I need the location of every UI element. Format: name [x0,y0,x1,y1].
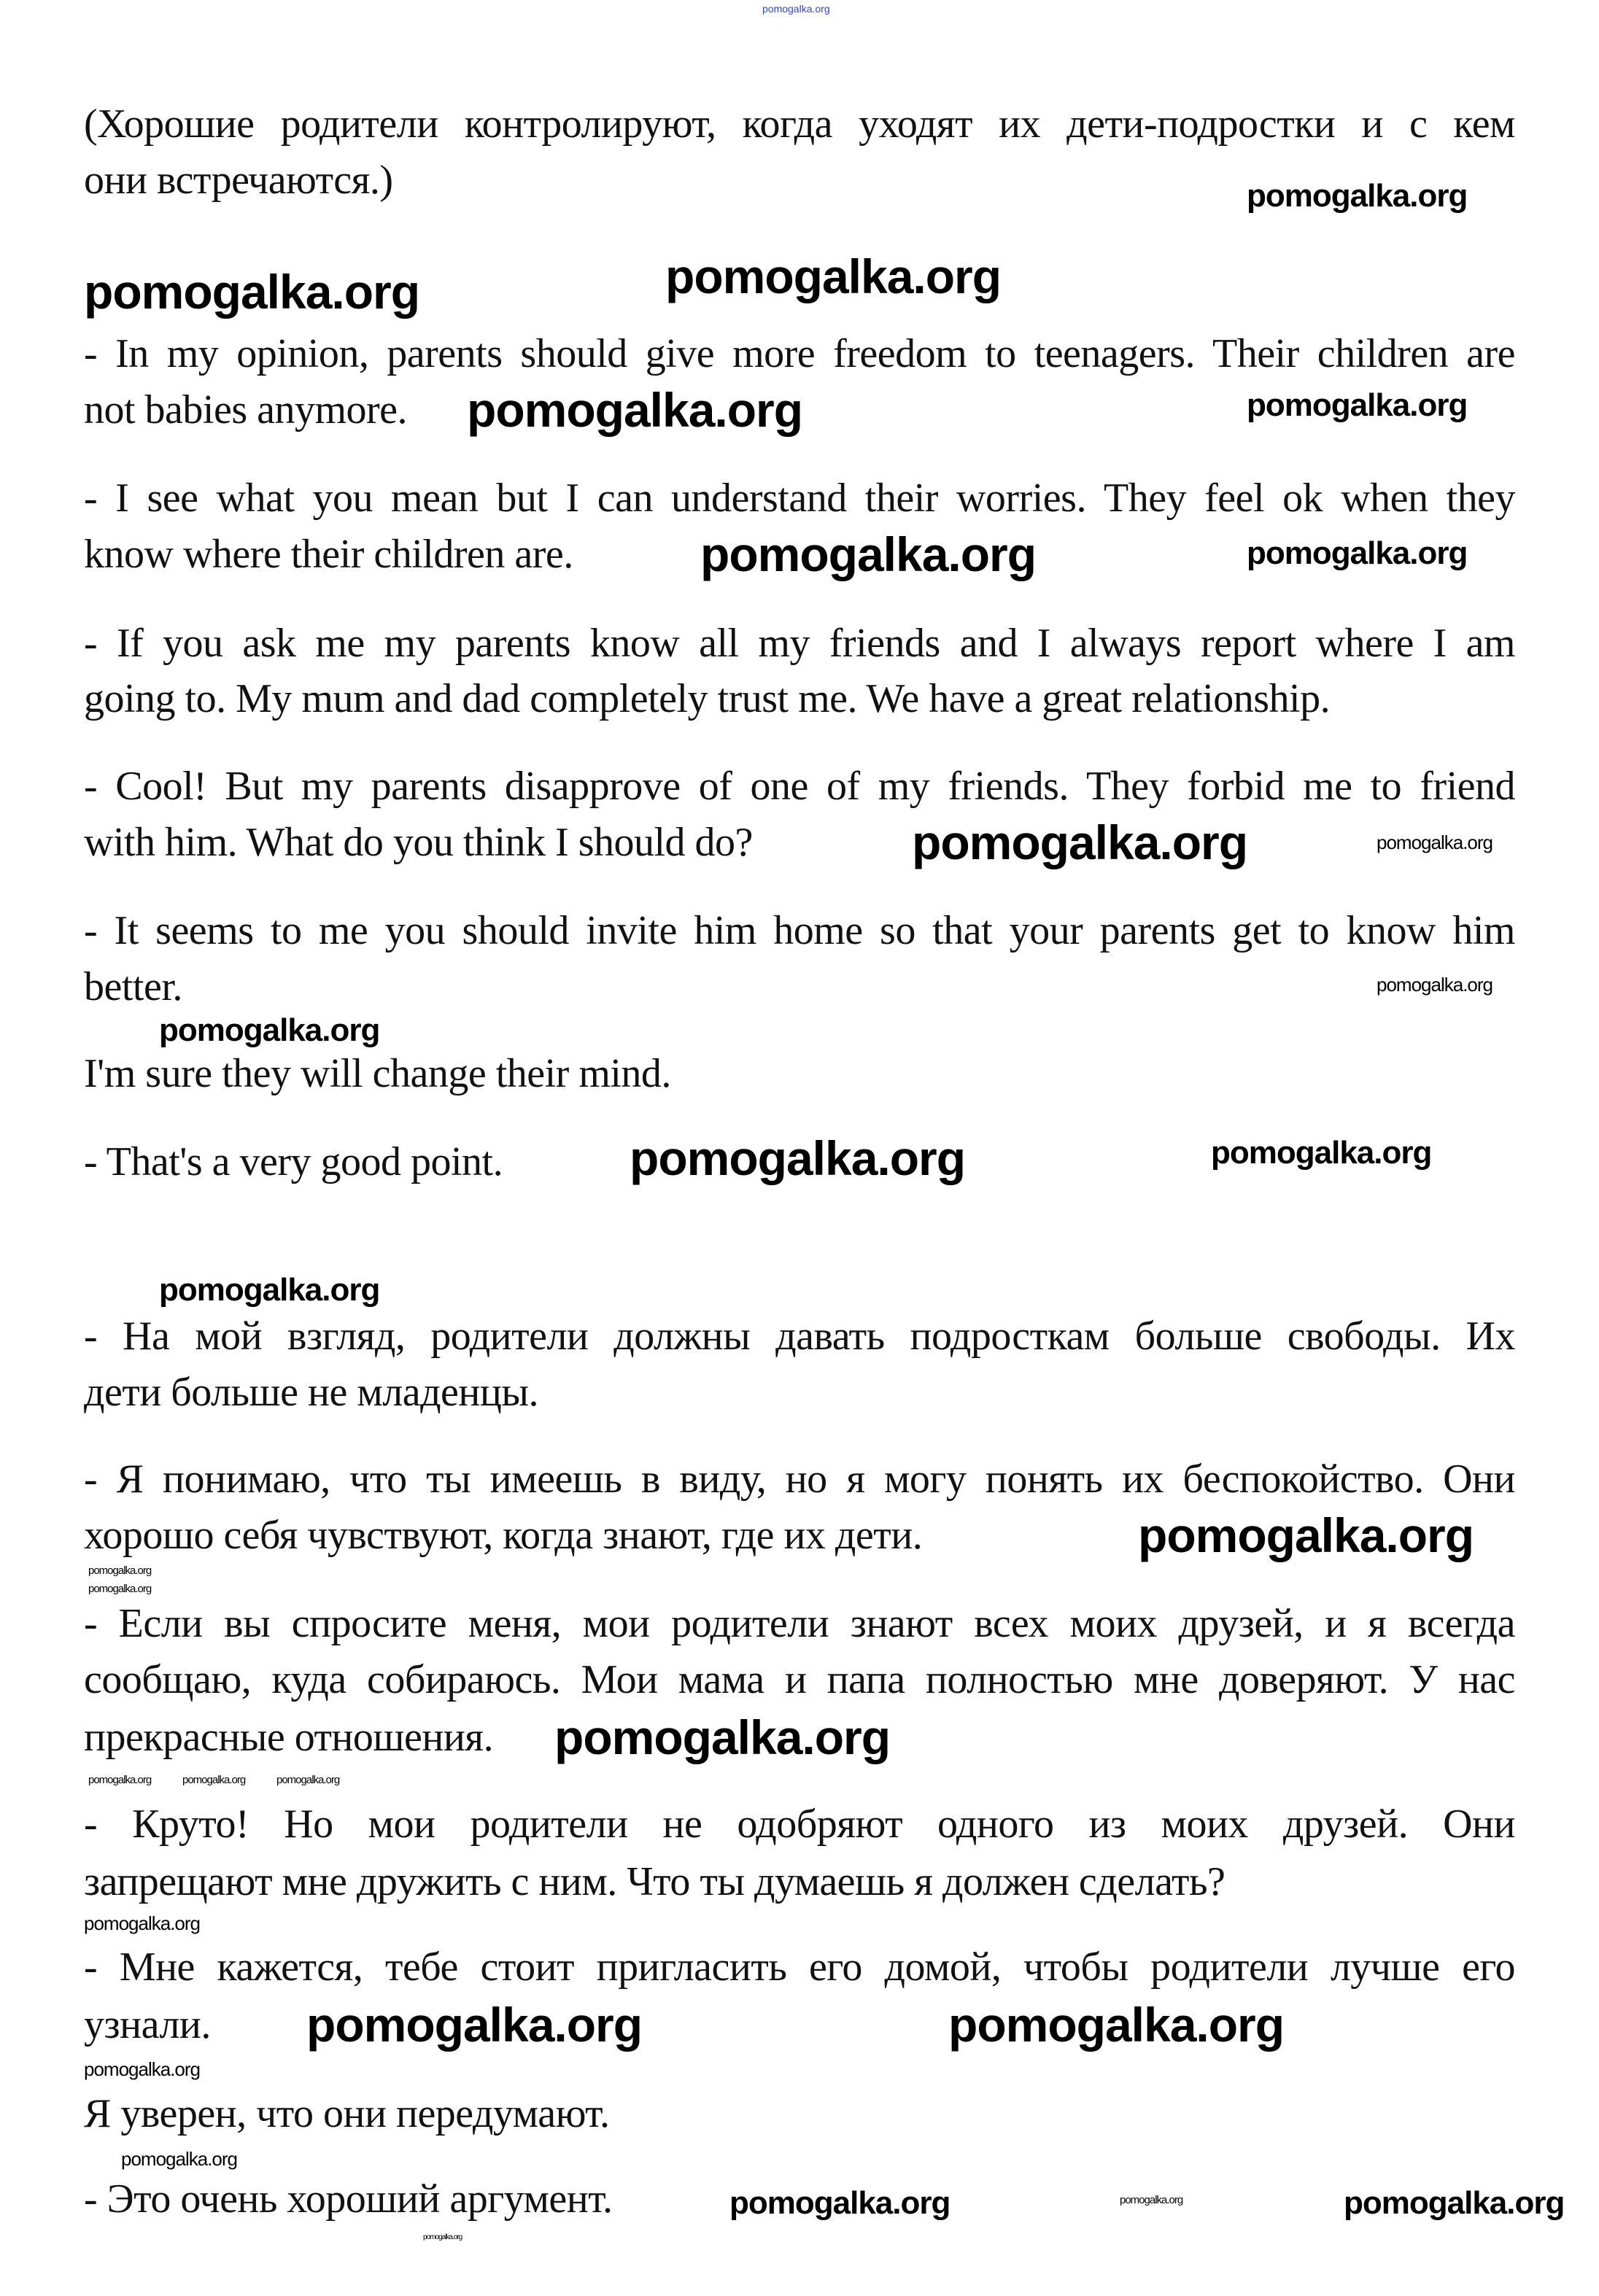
watermark: pomogalka.org [182,1774,246,1786]
watermark: pomogalka.org [159,1272,380,1308]
watermark: pomogalka.org [1211,1135,1432,1171]
dialogue-line-en: with him. What do you think I should do? [84,820,753,865]
dialogue-line-en: - Cool! But my parents disapprove of one of my friends. They forbid me to friend [84,764,1515,809]
watermark: pomogalka.org [1138,1508,1474,1562]
watermark: pomogalka.org [1344,2185,1565,2221]
watermark: pomogalka.org [84,265,420,319]
dialogue-line-en: - If you ask me my parents know all my friends and I always report where I am [84,621,1515,666]
watermark: pomogalka.org [1247,387,1468,423]
watermark: pomogalka.org [467,383,803,437]
watermark: pomogalka.org [912,815,1248,869]
dialogue-line-en: - It seems to me you should invite him home so that your parents get to know him [84,908,1515,953]
watermark: pomogalka.org [1247,535,1468,571]
watermark: pomogalka.org [121,2148,237,2170]
watermark: pomogalka.org [88,1583,152,1595]
watermark: pomogalka.org [276,1774,340,1786]
watermark: pomogalka.org [665,249,1002,303]
dialogue-line-en: - I see what you mean but I can understand their worries. They feel ok when they [84,476,1515,521]
dialogue-line-ru: хорошо себя чувствуют, когда знают, где их дети. [84,1513,923,1558]
dialogue-line-ru: - Если вы спросите меня, мои родители знают всех моих друзей, и я всегда [84,1601,1515,1646]
watermark: pomogalka.org [88,1564,152,1577]
dialogue-line-ru: запрещают мне дружить с ним. Что ты думаешь я должен сделать? [84,1859,1226,1904]
watermark: pomogalka.org [700,527,1037,581]
dialogue-line-en: - That's a very good point. [84,1139,503,1184]
intro-line: они встречаются.) [84,158,393,203]
dialogue-line-ru: - На мой взгляд, родители должны давать подросткам больше свободы. Их [84,1314,1515,1359]
dialogue-line-en: know where their children are. [84,532,573,577]
dialogue-line-en: I'm sure they will change their mind. [84,1051,671,1096]
dialogue-line-ru: - Я понимаю, что ты имеешь в виду, но я могу понять их беспокойство. Они [84,1457,1515,1502]
watermark: pomogalka.org [948,1998,1285,2052]
watermark: pomogalka.org [306,1998,643,2052]
dialogue-line-en: going to. My mum and dad completely trust me. We have a great relationship. [84,676,1331,721]
dialogue-line-ru: узнали. [84,2002,211,2047]
watermark: pomogalka.org [423,2233,462,2241]
watermark: pomogalka.org [1377,974,1492,996]
dialogue-line-ru: - Мне кажется, тебе стоит пригласить его домой, чтобы родители лучше его [84,1944,1515,1990]
watermark: pomogalka.org [729,2185,951,2221]
dialogue-line-ru: прекрасные отношения. [84,1715,494,1760]
header-site-link[interactable]: pomogalka.org [762,3,830,15]
dialogue-line-ru: - Это очень хороший аргумент. [84,2176,613,2222]
dialogue-line-en: better. [84,964,182,1009]
watermark: pomogalka.org [88,1774,152,1786]
dialogue-line-ru: - Круто! Но мои родители не одобряют одного из моих друзей. Они [84,1801,1515,1847]
dialogue-line-ru: Я уверен, что они передумают. [84,2091,610,2136]
intro-line: (Хорошие родители контролируют, когда уходят их дети-подростки и с кем [84,101,1515,147]
dialogue-line-ru: сообщаю, куда собираюсь. Мои мама и папа полностью мне доверяют. У нас [84,1657,1515,1702]
watermark: pomogalka.org [1120,2194,1183,2206]
watermark: pomogalka.org [84,2058,200,2080]
dialogue-line-ru: дети больше не младенцы. [84,1370,538,1415]
watermark: pomogalka.org [630,1131,966,1185]
watermark: pomogalka.org [159,1012,380,1048]
dialogue-line-en: - In my opinion, parents should give more freedom to teenagers. Their children are [84,331,1515,376]
watermark: pomogalka.org [554,1710,891,1764]
dialogue-line-en: not babies anymore. [84,387,408,433]
watermark: pomogalka.org [1377,831,1492,853]
watermark: pomogalka.org [1247,178,1468,214]
watermark: pomogalka.org [84,1912,200,1934]
